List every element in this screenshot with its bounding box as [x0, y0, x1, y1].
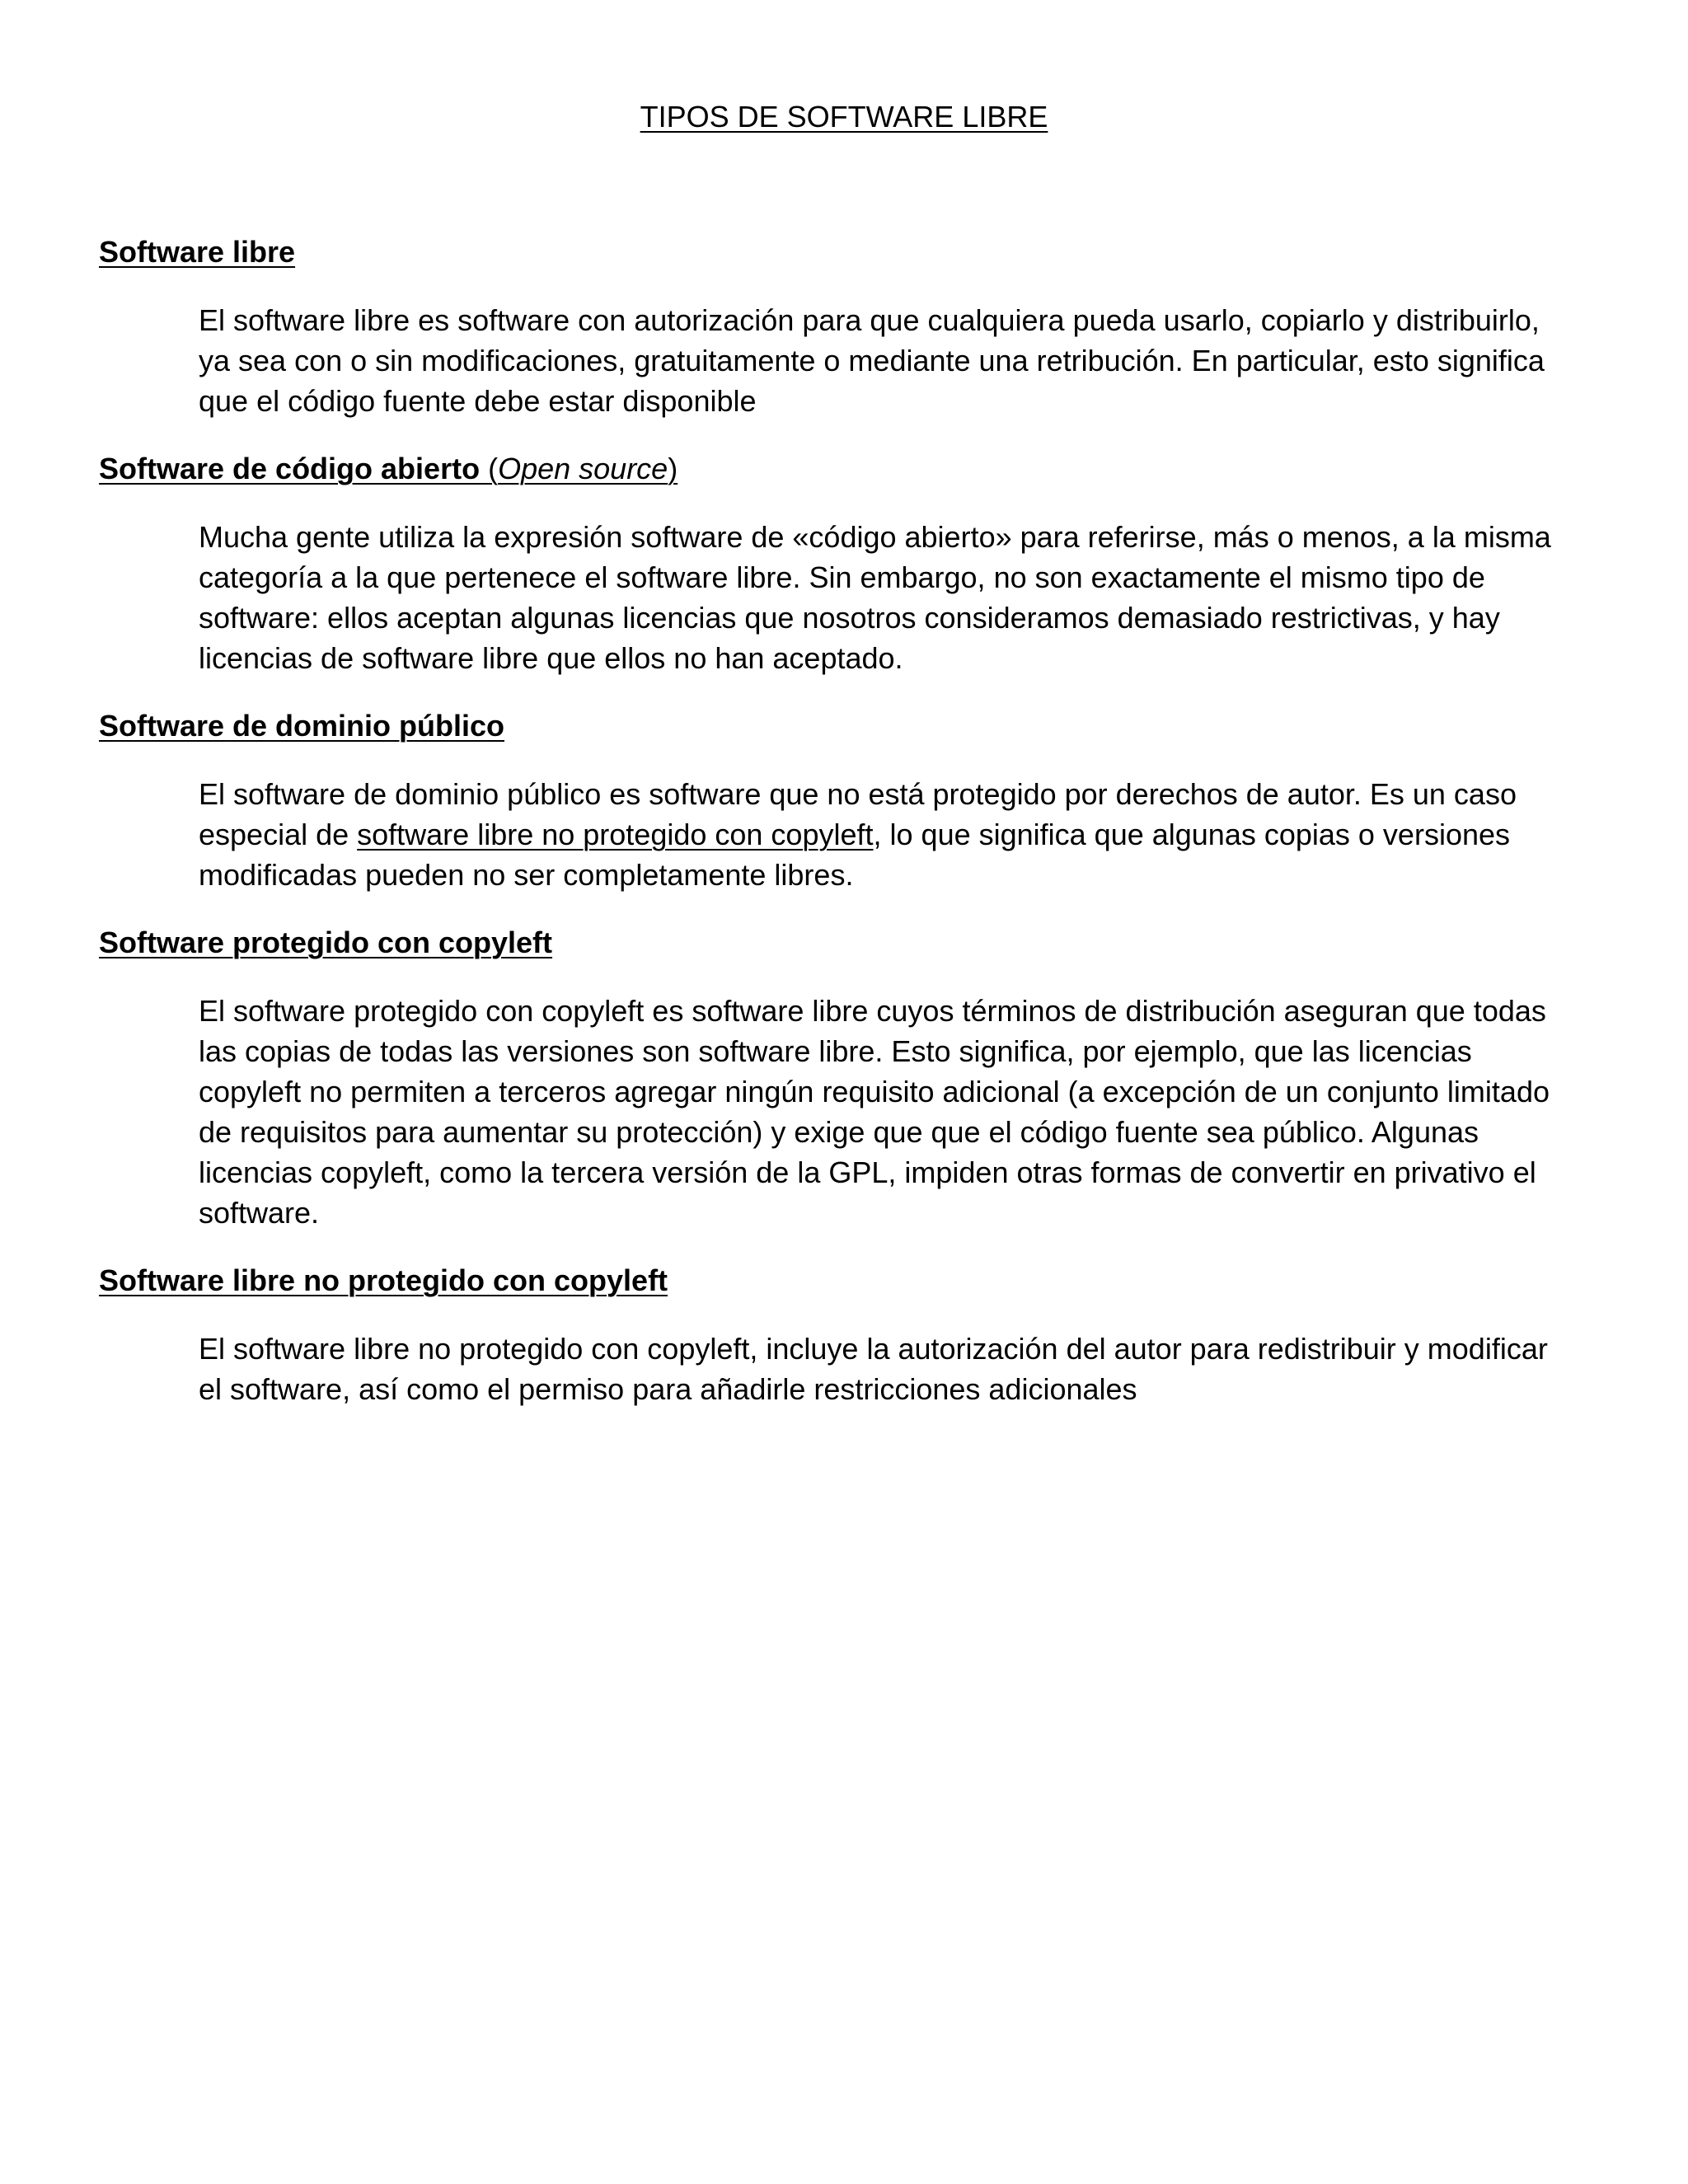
- section-codigo-abierto: [99, 449, 1599, 678]
- body-text: , lo que significa que algunas copias o versiones modificadas pueden no ser completamente libres.: [199, 818, 1511, 892]
- section-software-libre: [99, 232, 1599, 421]
- section-body: El software libre no protegido con copyleft, incluye la autorización del autor para redistribuir y modificar el software, así como el permiso para añadirle restricciones adicionales: [199, 1332, 1548, 1406]
- section-heading: Software de dominio público: [99, 709, 505, 743]
- heading-open-paren: (: [488, 452, 499, 485]
- document-title: TIPOS DE SOFTWARE LIBRE: [640, 100, 1048, 134]
- section-heading: Software libre: [99, 235, 296, 269]
- section-body: Mucha gente utiliza la expresión software de «código abierto» para referirse, más o menos, a la misma categoría a la que pertenece el software libre. Sin embargo, no son exactamente el mismo tipo de software: ellos aceptan algunas licencias que nosotros consideramos demasiado restrictivas, y hay licencias de software libre que ellos no han aceptado.: [199, 520, 1551, 675]
- document-content: [99, 232, 1599, 1437]
- heading-text: Software de código abierto: [99, 452, 481, 485]
- section-body: El software protegido con copyleft es software libre cuyos términos de distribución aseguran que todas las copias de todas las versiones son software libre. Esto significa, por ejemplo, que las licencias copyleft no permiten a terceros agregar ningún requisito adicional (a excepción de un conjunto limitado de requisitos para aumentar su protección) y exige que que el código fuente sea público. Algunas licencias copyleft, como la tercera versión de la GPL, impiden otras formas de convertir en privativo el software.: [199, 994, 1550, 1230]
- section-heading: [99, 449, 1599, 489]
- copyleft-link[interactable]: software libre no protegido con copyleft: [357, 818, 874, 851]
- section-no-protegido-copyleft: [99, 1261, 1599, 1409]
- section-body: El software libre es software con autorización para que cualquiera pueda usarlo, copiarlo y distribuirlo, ya sea con o sin modificaciones, gratuitamente o mediante una retribución. En particular, esto significa que el código fuente debe estar disponible: [199, 303, 1545, 418]
- section-heading: Software protegido con copyleft: [99, 926, 553, 959]
- section-dominio-publico: [99, 706, 1599, 895]
- heading-italic-term: Open source: [498, 452, 668, 485]
- body-text: El software de dominio público es software que no está protegido por derechos de autor. Es un caso especial de: [199, 777, 1517, 851]
- section-body: [199, 774, 1674, 895]
- heading-close-paren: ): [668, 452, 678, 485]
- section-heading: Software libre no protegido con copyleft: [99, 1263, 668, 1297]
- section-protegido-copyleft: [99, 923, 1599, 1233]
